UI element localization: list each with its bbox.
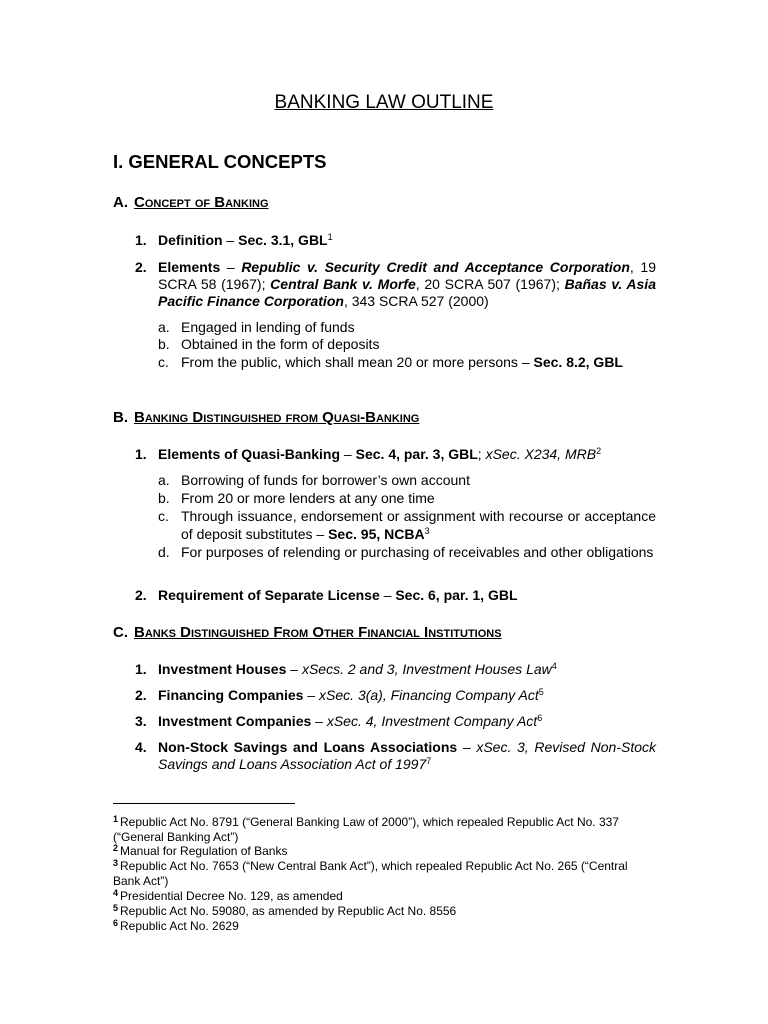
item-label: Investment Companies: [158, 713, 312, 729]
sublist-letter: a.: [158, 319, 170, 335]
footnote-text: Republic Act No. 7653 (“New Central Bank Act”), which repealed Republic Act No. 265 (“Central Bank Act”): [113, 859, 628, 888]
footnote-text: Republic Act No. 2629: [120, 919, 239, 933]
item-number: 1.: [135, 446, 147, 462]
item-reference: xSec. 4, Investment Company Act: [326, 713, 538, 729]
case-citation: , 343 SCRA 527 (2000): [343, 293, 489, 309]
item-reference: xSec. 3(a), Financing Company Act: [319, 687, 539, 703]
footnote-text: Republic Act No. 59080, as amended by Republic Act No. 8556: [120, 904, 457, 918]
item-label: Elements of Quasi-Banking: [158, 446, 341, 462]
document-title: BANKING LAW OUTLINE: [274, 92, 494, 113]
item-number: 2.: [135, 259, 147, 275]
item-number: 3.: [135, 713, 147, 729]
item-dash: –: [303, 687, 320, 703]
footnote-ref: 3: [424, 525, 430, 536]
sublist-item: [158, 490, 656, 508]
list-item-non-stock-savings: [135, 739, 656, 773]
item-dash: –: [340, 446, 356, 462]
sublist-letter: b.: [158, 490, 170, 506]
sublist-reference: Sec. 8.2, GBL: [533, 354, 623, 370]
sublist-item: [158, 319, 656, 337]
subheading-letter: C.: [113, 624, 128, 641]
item-label: Definition: [158, 232, 223, 248]
item-number: 1.: [135, 661, 147, 677]
footnote-ref: 2: [596, 446, 602, 456]
sublist-item: [158, 508, 656, 543]
footnote-marker: 5: [113, 903, 119, 913]
sublist-text: From the public, which shall mean 20 or more persons –: [181, 354, 534, 370]
item-reference: Sec. 4, par. 3, GBL: [355, 446, 478, 462]
footnote-separator: [113, 803, 295, 804]
case-citation: , 20 SCRA 507 (1967);: [415, 276, 565, 292]
item-dash: –: [379, 587, 396, 603]
case-name: Central Bank v. Morfe: [270, 276, 416, 292]
footnote-ref: 6: [537, 713, 543, 723]
subheading-text: Concept of Banking: [134, 194, 269, 211]
sublist-text: Through issuance, endorsement or assignment with recourse or acceptance of deposit substitutes –: [181, 508, 656, 542]
sublist-letter: c.: [158, 354, 169, 370]
footnote-text: Manual for Regulation of Banks: [120, 844, 288, 858]
case-name: Bañas v. Asia Pacific Finance Corporation: [158, 276, 656, 309]
list-item-financing-companies: [135, 687, 656, 704]
sublist-text: Borrowing of funds for borrower’s own account: [181, 472, 470, 488]
subheading-text: Banking Distinguished from Quasi-Banking: [134, 409, 420, 426]
sublist-text: Obtained in the form of deposits: [181, 336, 380, 352]
sublist-text: For purposes of relending or purchasing of receivables and other obligations: [181, 544, 654, 560]
sublist-item: [158, 544, 656, 562]
item-reference: xSec. 3, Revised Non-Stock Savings and Loans Association Act of 1997: [158, 739, 657, 772]
item-label: Requirement of Separate License: [158, 587, 380, 603]
item-cross-reference: xSec. X234, MRB: [485, 446, 597, 462]
section-heading-general-concepts: I. GENERAL CONCEPTS: [113, 151, 327, 172]
subheading-text: Banks Distinguished From Other Financial Institutions: [134, 624, 502, 641]
subheading-banks-vs-other-institutions: [113, 624, 502, 641]
list-item-separate-license: [135, 587, 656, 604]
footnote-ref: 1: [327, 232, 333, 242]
footnote-text: Republic Act No. 8791 (“General Banking Law of 2000”), which repealed Republic Act No. 337 (“General Banking Act”): [113, 815, 619, 844]
sublist-letter: b.: [158, 336, 170, 352]
item-number: 2.: [135, 687, 147, 703]
subheading-banking-vs-quasi-banking: [113, 409, 419, 426]
sublist-item: [158, 354, 656, 372]
sublist-letter: c.: [158, 508, 169, 524]
footnote-text: Presidential Decree No. 129, as amended: [120, 889, 343, 903]
item-dash: –: [222, 232, 239, 248]
item-reference: xSecs. 2 and 3, Investment Houses Law: [301, 661, 552, 677]
item-dash: –: [286, 661, 302, 677]
item-label: Investment Houses: [158, 661, 287, 677]
item-label: Non-Stock Savings and Loans Associations: [158, 739, 458, 755]
footnote-ref: 7: [426, 756, 432, 766]
item-label: Financing Companies: [158, 687, 304, 703]
footnote-marker: 2: [113, 843, 119, 853]
case-name: Republic v. Security Credit and Acceptance Corporation: [241, 259, 630, 275]
footnote-marker: 6: [113, 918, 119, 928]
footnote-ref: 4: [551, 661, 557, 671]
footnote: [113, 856, 658, 889]
item-number: 1.: [135, 232, 147, 248]
item-label: Elements: [158, 259, 221, 275]
item-separator: ;: [477, 446, 486, 462]
case-citation: , 19 SCRA 58 (1967);: [158, 259, 657, 292]
footnote-ref: 5: [538, 687, 544, 697]
sublist-text: Engaged in lending of funds: [181, 319, 355, 335]
item-dash: –: [311, 713, 327, 729]
list-item-definition: [135, 232, 656, 249]
sublist-item: [158, 336, 656, 354]
subheading-letter: A.: [113, 194, 128, 211]
item-dash: –: [457, 739, 477, 755]
subheading-letter: B.: [113, 409, 128, 426]
sublist-reference: Sec. 95, NCBA: [328, 525, 425, 542]
list-item-elements-quasi-banking: [135, 446, 656, 463]
list-item-investment-houses: [135, 661, 656, 678]
item-number: 4.: [135, 739, 147, 755]
footnote-marker: 1: [113, 814, 119, 824]
item-number: 2.: [135, 587, 147, 603]
item-reference: Sec. 6, par. 1, GBL: [395, 587, 518, 603]
sublist-letter: a.: [158, 472, 170, 488]
footnote-marker: 3: [113, 858, 119, 868]
footnote: [113, 916, 658, 934]
sublist-text: From 20 or more lenders at any one time: [181, 490, 435, 506]
sublist-letter: d.: [158, 544, 170, 560]
list-item-investment-companies: [135, 713, 656, 730]
sublist-item: [158, 472, 656, 490]
item-dash: –: [220, 259, 242, 275]
footnote-marker: 4: [113, 888, 119, 898]
item-reference: Sec. 3.1, GBL: [238, 232, 328, 248]
subheading-concept-of-banking: [113, 194, 269, 211]
list-item-elements: [135, 259, 656, 310]
